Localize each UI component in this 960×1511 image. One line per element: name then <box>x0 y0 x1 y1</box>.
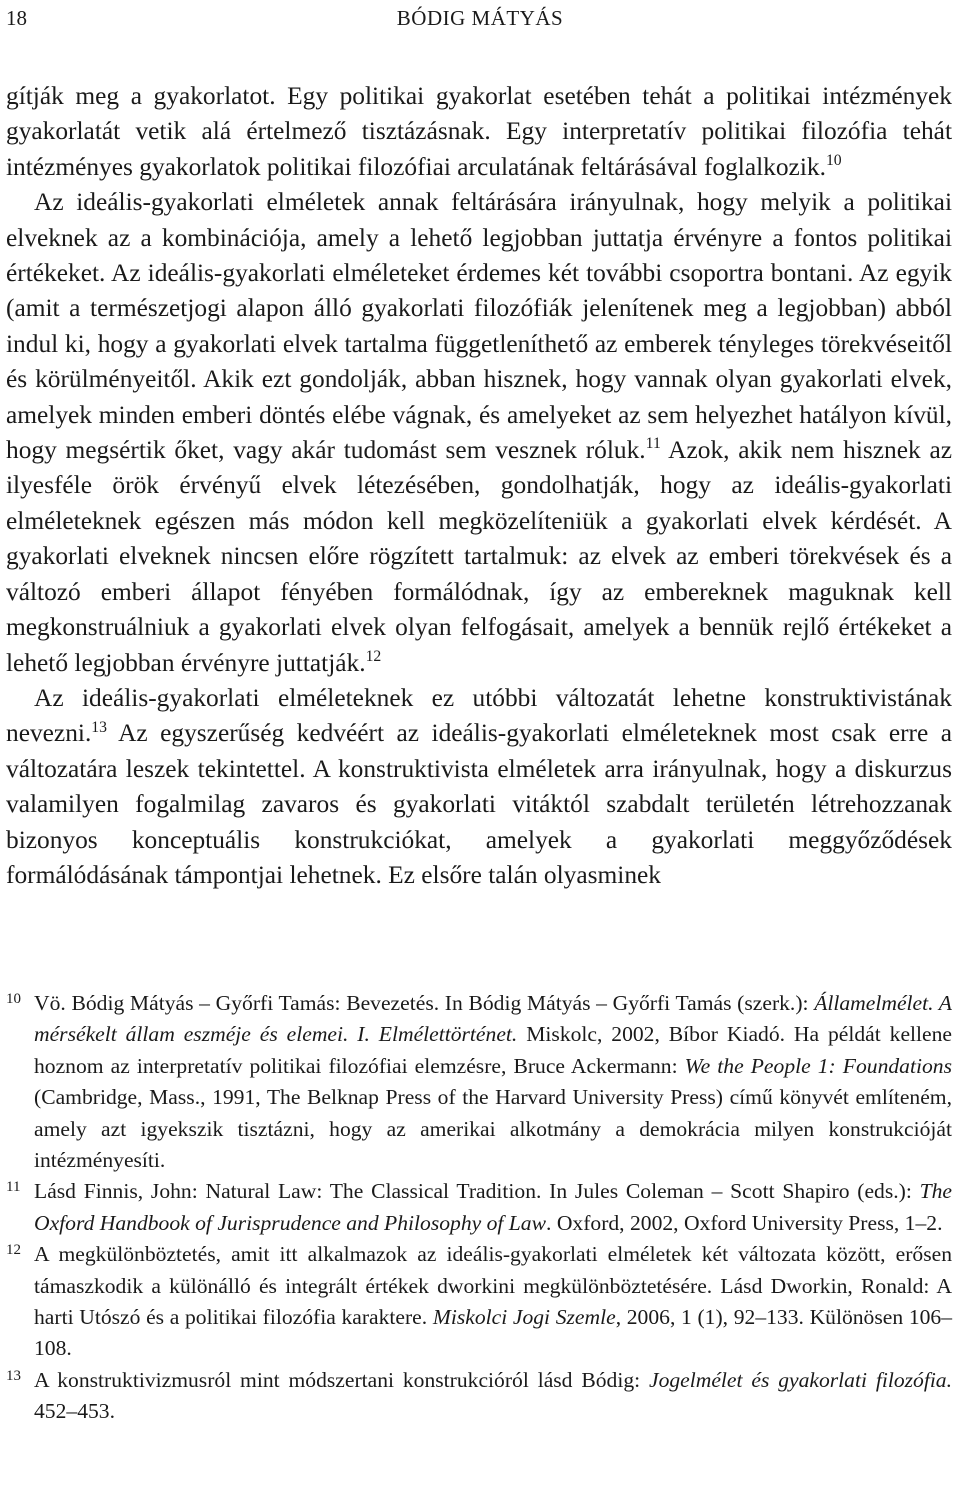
paragraph-1 <box>6 79 952 185</box>
footnote-ref-10[interactable]: 10 <box>825 152 842 170</box>
footnote-12 <box>6 1239 952 1365</box>
paragraph-2-text-a: Az ideális-gyakorlati elméletek annak feltárására irányulnak, hogy melyik a politikai elveknek az a kombinációja, amely a lehető legjobban juttatja érvényre a fontos politikai értékeket. Az ideális-gyakorlati elméleteket érdemes két további csoportra bontani. Az egyik (amit a természetjogi alapon álló gyakorlati filozófiák jelenítenek meg a legjobban) abból indul ki, hogy a gyakorlati elvek tartalma függetleníthető az emberek tényleges törekvéseitől és körülményeitől. Akik ezt gondolják, abban hisznek, hogy vannak olyan gyakorlati elvek, amelyek minden emberi döntés elébe vágnak, és amelyeket az sem helyezhet hatályon kívül, hogy megsértik őket, vagy akár tudomást sem vesznek róluk. <box>6 188 952 465</box>
footnote-title: Miskolci Jogi Szemle <box>432 1305 616 1330</box>
footnote-text: (Cambridge, Mass., 1991, The Belknap Press of the Harvard University Press) című könyvét említeném, amely azt igyekszik tisztázni, hogy az amerikai alkotmány a demokrácia milyen konstrukcióját intézményesíti. <box>34 1085 952 1173</box>
page-header <box>0 4 960 34</box>
paragraph-3-text-a: Az ideális-gyakorlati elméleteknek ez utóbbi változatát lehetne konstruktivistának nevezni. <box>6 683 952 748</box>
footnote-ref-11[interactable]: 11 <box>645 435 661 453</box>
page-number: 18 <box>6 6 27 30</box>
footnotes <box>6 988 952 1428</box>
paragraph-3 <box>6 681 952 893</box>
footnote-title: The Oxford Handbook of Jurisprudence and Philosophy of Law <box>34 1179 952 1235</box>
footnote-13 <box>6 1365 952 1428</box>
footnote-text: Vö. Bódig Mátyás – Győrfi Tamás: Bevezetés. In Bódig Mátyás – Győrfi Tamás (szerk.): <box>34 991 815 1015</box>
footnote-text: A konstruktivizmusról mint módszertani konstrukcióról lásd Bódig: <box>34 1367 649 1392</box>
paragraph-3-text-b: Az egyszerűség kedvéért az ideális-gyakorlati elméleteknek most csak erre a változatára leszek tekintettel. A konstruktivista elméletek arra irányulnak, hogy a diskurzus valamilyen fogalmilag zavaros és gyakorlati vitáktól szabdalt területén létrehozzanak bizonyos konceptuális konstrukciókat, amelyek a gyakorlati meggyőződések formálódásának támpontjai lehetnek. Ez elsőre talán olyasminek <box>6 719 952 889</box>
footnote-text: . Oxford, 2002, Oxford University Press, 1–2. <box>546 1210 943 1235</box>
footnote-number: 11 <box>6 1179 21 1196</box>
footnote-ref-13[interactable]: 13 <box>91 718 108 736</box>
footnote-number: 13 <box>6 1367 21 1384</box>
paragraph-2 <box>6 185 952 681</box>
running-head: BÓDIG MÁTYÁS <box>396 6 564 30</box>
footnote-title: We the People 1: Foundations <box>684 1053 952 1078</box>
footnote-text: Lásd Finnis, John: Natural Law: The Classical Tradition. In Jules Coleman – Scott Shapiro (eds.): <box>34 1179 920 1204</box>
paragraph-2-text-b: Azok, akik nem hisznek az ilyesféle örök érvényű elvek létezésében, gondolhatják, hogy az ideális-gyakorlati elméleteknek egészen más módon kell megközelíteniük a gyakorlati elvek kérdését. A gyakorlati elveknek nincsen előre rögzített tartalmuk: az elvek az emberi törekvések és a változó emberi állapot fényében formálódnak, így az embereknek maguknak kell megkonstruálniuk a gyakorlati elvek olyan felfogásait, amelyek a bennük rejlő értékeket a lehető legjobban érvényre juttatják. <box>6 436 952 677</box>
footnote-11 <box>6 1176 952 1239</box>
paragraph-1-text: gítják meg a gyakorlatot. Egy politikai gyakorlat esetében tehát a politikai intézmények gyakorlatát vetik alá értelmező tisztázásnak. Egy interpretatív politikai filozófia tehát intézményes gyakorlatok politikai filozófiai arculatának feltárásával foglalkozik. <box>6 82 952 181</box>
footnote-ref-12[interactable]: 12 <box>365 647 382 665</box>
footnote-number: 12 <box>6 1242 21 1259</box>
footnote-text: Miskolc, 2002, Bíbor Kiadó. Ha példát kellene hoznom az interpretatív politikai filozófiai elemzésre, Bruce Ackermann: <box>34 1022 953 1078</box>
footnote-number: 10 <box>6 991 21 1007</box>
main-text <box>6 79 952 893</box>
footnote-10 <box>6 988 952 1176</box>
footnote-title: Jogelmélet és gyakorlati filozófia. <box>648 1367 953 1392</box>
footnote-text: , 2006, 1 (1), 92–133. Különösen 106–108. <box>34 1305 953 1361</box>
footnote-title: Államelmélet. A mérsékelt állam eszméje és elemei. I. Elmélettörténet. <box>34 991 952 1047</box>
footnote-text: A megkülönböztetés, amit itt alkalmazok az ideális-gyakorlati elméletek két változata között, erősen támaszkodik a különálló és integrált értékek dworkini megkülönböztetésére. Lásd Dworkin, Ronald: A harti Utószó és a politikai filozófia karaktere. <box>34 1242 952 1330</box>
footnote-text: 452–453. <box>34 1399 115 1424</box>
